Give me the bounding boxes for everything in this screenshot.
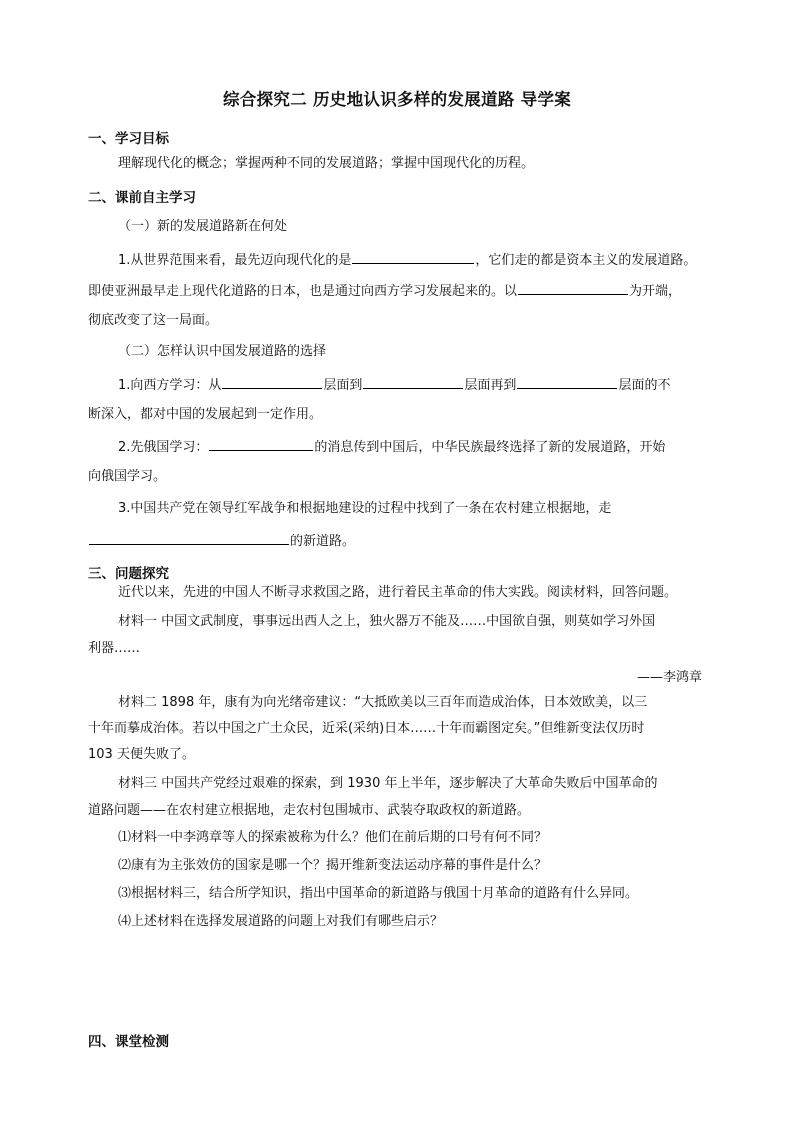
answer-blank[interactable]	[518, 281, 628, 295]
inquiry-question-2: ⑵康有为主张效仿的国家是哪一个？揭开维新变法运动序幕的事件是什么？	[118, 858, 548, 873]
material-3-line-1: 材料三 中国共产党经过艰难的探索，到 1930 年上半年，逐步解决了大革命失败后中国革命的	[118, 776, 658, 791]
page-title: 综合探究二 历史地认识多样的发展道路 导学案	[222, 90, 572, 109]
section-heading-inquiry: 三、问题探究	[88, 566, 169, 582]
question-text: 为开端，	[629, 284, 682, 299]
question-text: 层面再到	[464, 378, 517, 393]
question-text: 2.先俄国学习：	[118, 440, 209, 455]
material-2-line-3: 103 天便失败了。	[88, 747, 195, 762]
question-text: 层面的不	[618, 378, 671, 393]
subsection-1: （一）新的发展道路新在何处	[118, 219, 288, 234]
material-3-line-2: 道路问题——在农村建立根据地，走农村包围城市、武装夺取政权的新道路。	[88, 803, 531, 818]
question-4-line-2	[88, 531, 355, 551]
question-text: 层面到	[323, 378, 363, 393]
material-2-line-2: 十年而摹成治体。若以中国之广土众民，近采(采纳)日本……十年而霸图定矣。”但维新变法仅历时	[88, 721, 645, 736]
question-text: 的消息传到中国后，中华民族最终选择了新的发展道路，开始	[314, 440, 666, 455]
question-3-line-2: 向俄国学习。	[88, 469, 167, 484]
goals-text: 理解现代化的概念；掌握两种不同的发展道路；掌握中国现代化的历程。	[118, 156, 535, 171]
material-2-line-1: 材料二 1898 年，康有为向光绪帝建议：“大抵欧美以三百年而造成治体，日本效欧美，以三	[118, 695, 648, 710]
question-text: 的新道路。	[290, 534, 356, 549]
answer-blank[interactable]	[89, 531, 289, 545]
section-heading-prestudy: 二、课前自主学习	[88, 190, 196, 206]
subsection-2: （二）怎样认识中国发展道路的选择	[118, 344, 327, 359]
question-2-line-2: 断深入，都对中国的发展起到一定作用。	[88, 407, 323, 422]
question-3-line-1	[118, 437, 665, 457]
question-text: 1.向西方学习：从	[118, 378, 222, 393]
question-1-line-3: 彻底改变了这一局面。	[88, 313, 219, 328]
answer-blank[interactable]	[363, 375, 463, 389]
inquiry-question-3: ⑶根据材料三，结合所学知识，指出中国革命的新道路与俄国十月革命的道路有什么异同。	[118, 886, 639, 901]
answer-blank[interactable]	[209, 437, 313, 451]
section-heading-goals: 一、学习目标	[88, 131, 169, 147]
question-2-line-1	[118, 375, 670, 395]
question-4-line-1: 3.中国共产党在领导红军战争和根据地建设的过程中找到了一条在农村建立根据地，走	[118, 501, 612, 516]
inquiry-question-4: ⑷上述材料在选择发展道路的问题上对我们有哪些启示？	[118, 914, 444, 929]
question-1-line-2	[88, 281, 681, 301]
material-1-line-2: 利器……	[88, 641, 141, 656]
question-text: 1.从世界范围来看，最先迈向现代化的是	[118, 253, 352, 268]
inquiry-question-1: ⑴材料一中李鸿章等人的探索被称为什么？他们在前后期的口号有何不同？	[118, 830, 548, 845]
question-text: ，它们走的都是资本主义的发展道路。	[475, 253, 697, 268]
material-1-line-1: 材料一 中国文武制度，事事远出西人之上，独火器万不能及……中国欲自强，则莫如学习外国	[118, 614, 656, 629]
answer-blank[interactable]	[222, 375, 322, 389]
material-1-source: ——李鸿章	[636, 670, 702, 685]
answer-blank[interactable]	[352, 250, 474, 264]
inquiry-intro: 近代以来，先进的中国人不断寻求救国之路，进行着民主革命的伟大实践。阅读材料，回答问题。	[118, 585, 678, 600]
answer-blank[interactable]	[517, 375, 617, 389]
section-heading-check: 四、课堂检测	[88, 1034, 169, 1050]
question-1-line-1	[118, 250, 696, 270]
question-text: 即使亚洲最早走上现代化道路的日本，也是通过向西方学习发展起来的。以	[88, 284, 518, 299]
